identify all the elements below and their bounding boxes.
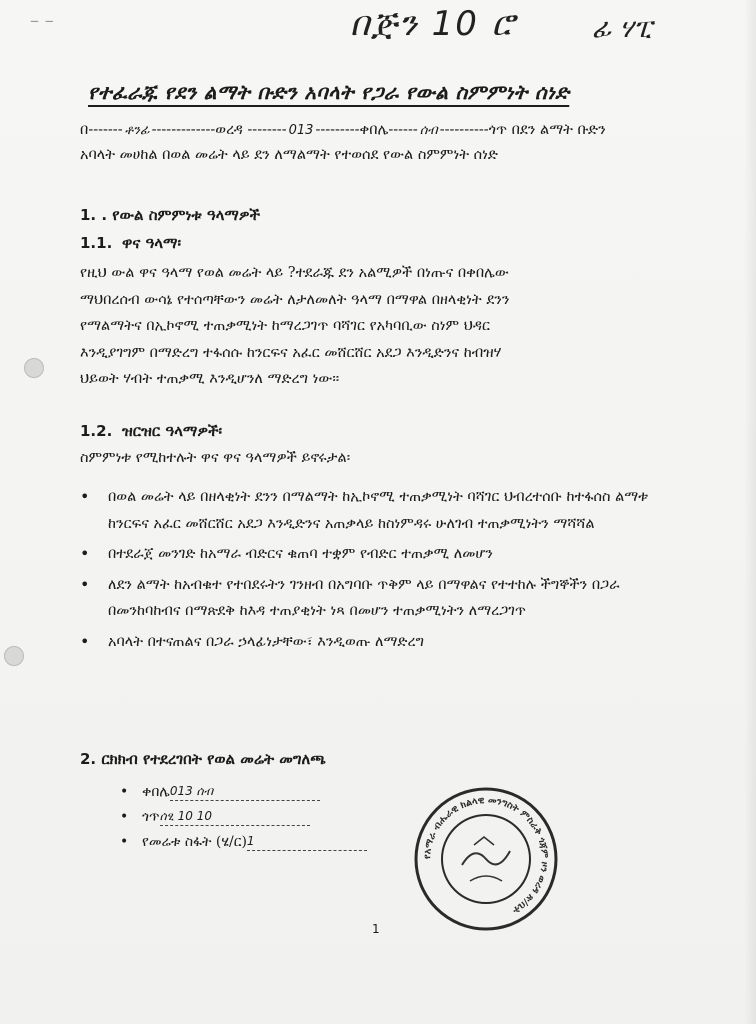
- subsection-number: 1.2.: [80, 422, 113, 440]
- section-2-heading: 2. ርክክብ የተደረገበት የወል መሬት መግለጫ: [80, 750, 326, 768]
- subsection-1-1-heading: [80, 234, 181, 252]
- handwritten-reference: በጅን 10 ሮ: [350, 4, 517, 44]
- seal-text: የአማራ ብሔራዊ ክልላዊ መንግስት ምስራቅ ጎጃም ዞን ወረዳ ጽ/ቤት: [421, 794, 551, 916]
- intro-dots: ---------: [315, 122, 360, 138]
- field-label: የመሬቱ ስፋት (ሄ/ር): [142, 834, 247, 850]
- punch-hole-top: [24, 358, 44, 378]
- paragraph-line: እንዲያገግም በማድረግ ተፋሰሱ ከንርፍና አፈር መሸርሸር አደጋ እንዲድንና ከብዝሃ: [80, 344, 502, 361]
- specific-objectives-intro: ስምምነቱ የሚከተሉት ዋና ዋና ዓላማዎች ይኖሩታል፡: [80, 450, 351, 466]
- official-seal: [412, 785, 560, 933]
- paragraph-line: ማህበረሰብ ውሳኔ የተሰጣቸውን መሬት ለታለመለት ዓላማ በማዋል በዘላቂነት ደንን: [80, 291, 510, 308]
- list-item: [120, 780, 367, 805]
- list-item: • በተደራጀ መንገድ ከአማራ ብድርና ቁጠባ ተቋም የብድር ተጠቃሚ ለመሆን: [80, 541, 690, 568]
- main-objective-paragraph: [80, 260, 680, 393]
- corner-mark: – –: [30, 10, 54, 31]
- land-description-list: [120, 780, 367, 855]
- specific-objectives-list: [80, 484, 690, 659]
- intro-dots: --------: [242, 122, 287, 138]
- paragraph-line: የማልማትና በኢኮኖሚ ተጠቃሚነት ከማረጋገጥ ባሻገር የአካባቢው ስነም ህዳር: [80, 318, 490, 334]
- intro-line-2: አባላት መሀከል በወል መሬት ላይ ደን ለማልማት የተወሰደ የውል ስምምነት ሰነድ: [80, 147, 498, 163]
- woreda-label: ወረዳ: [215, 122, 243, 138]
- subsection-number: 1.1.: [80, 234, 113, 252]
- fill-group-name: ቶንፊ: [124, 123, 150, 138]
- field-value: ሰፂ 10 10: [160, 809, 310, 826]
- field-label: ጎጥ: [142, 809, 160, 825]
- intro-dots: -------------: [151, 122, 216, 138]
- section-1-heading: 1. . የውል ስምምነቱ ዓላማዎች: [80, 206, 261, 224]
- kebele-label: ቀበሌ: [359, 122, 389, 138]
- intro-dots: ------: [388, 122, 418, 138]
- paragraph-line: የዚህ ውል ዋና ዓላማ የወል መሬት ላይ ?ተደራጁ ደን አልሚዎች በነጡና በቀበሌው: [80, 265, 509, 281]
- handwritten-note: ፊ ሃፒ: [592, 14, 652, 44]
- list-item: • አባላት በተናጠልና በጋራ ኃላፊነታቸው፣ እንዲወጡ ለማድረግ: [80, 629, 690, 656]
- list-item: [120, 805, 367, 830]
- intro-tail: ጎጥ በደን ልማት ቡድን: [488, 122, 606, 138]
- page-number: 1: [372, 922, 380, 936]
- paragraph-line: ህይወት ሃብት ተጠቃሚ እንዲሆንለ ማድረግ ነው፡፡: [80, 371, 340, 387]
- fill-woreda: 013: [288, 123, 314, 138]
- fill-kebele: ሰብ: [419, 123, 438, 138]
- intro-dots: -------: [88, 122, 123, 138]
- field-value: 013 ሰብ: [170, 784, 320, 801]
- punch-hole-bottom: [4, 646, 24, 666]
- list-item: • ለደን ልማት ከአብቁተ የተበደሩትን ገንዘብ በአግባቡ ጥቅም ላይ በማዋልና የተተከሉ ችግኞችን በጋራ በመንከባከብና በማጽደቅ ከእዳ ተጠያቂነት ነጻ በመሆን ተጠቃሚነትን ለማረጋገጥ: [80, 572, 690, 625]
- subsection-label: ዋና ዓላማ፡: [122, 234, 182, 252]
- subsection-label: ዝርዝር ዓላማዎች፡: [122, 422, 223, 440]
- subsection-1-2-heading: [80, 422, 222, 440]
- list-item: • በወል መሬት ላይ በዘላቂነት ደንን በማልማት ከኢኮኖሚ ተጠቃሚነት ባሻገር ህብረተሰቡ ከተፋሰስ ልማቱ ከንርፍና አፈር መሸርሸር አደጋ እንዲድንና አጠቃላይ ከስነምዳሩ ሁለገብ ተጠቃሚነትን ማሻሻል: [80, 484, 690, 537]
- field-value: 1: [247, 834, 367, 851]
- scan-edge-shadow: [744, 0, 756, 1024]
- intro-line-1: [80, 122, 606, 138]
- field-label: ቀበሌ: [142, 784, 170, 800]
- intro-dots: ----------: [439, 122, 489, 138]
- document-title: የተፈራጁ የደን ልማት ቡድን አባላት የጋራ የውል ስምምነት ሰነድ: [88, 80, 570, 104]
- list-item: [120, 830, 367, 855]
- intro-prefix: በ: [80, 122, 89, 138]
